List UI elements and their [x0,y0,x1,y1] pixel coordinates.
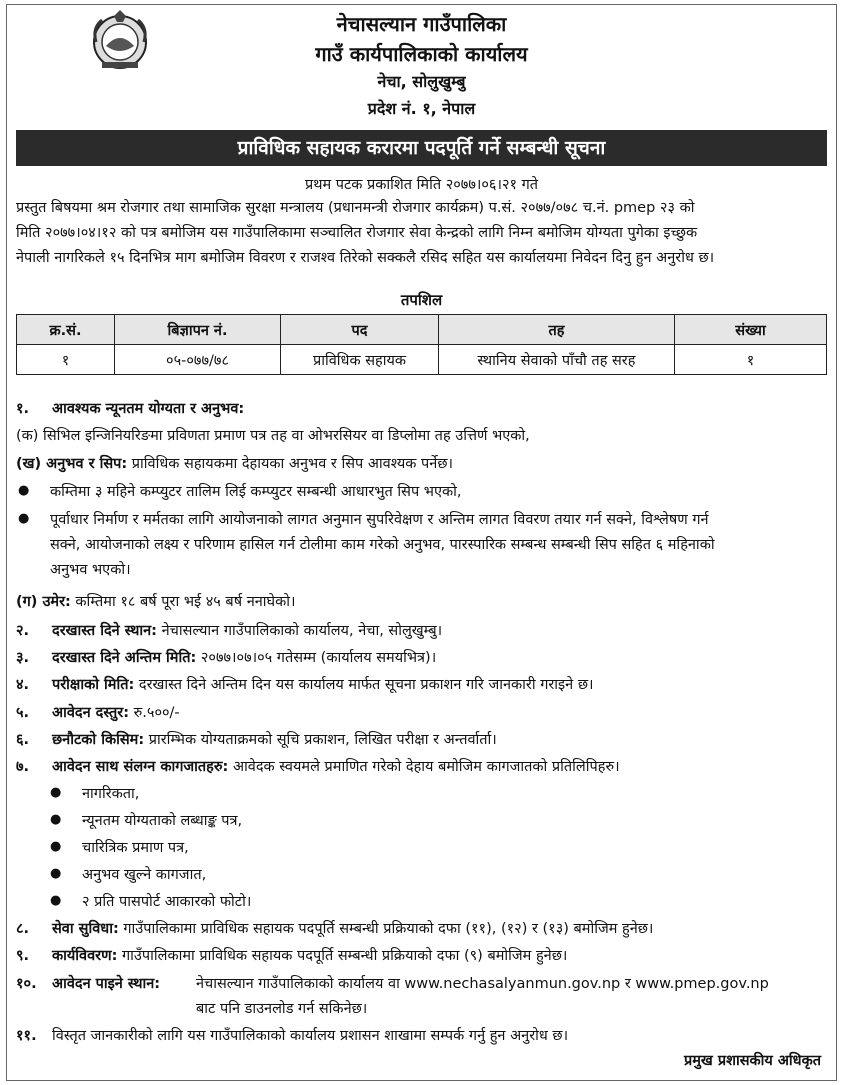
experience-kha [16,453,453,473]
bullet-icon: ● [50,839,62,854]
section-3-text: २०७७।०७।०५ गतेसम्म (कार्यालय समयभित्र)। [196,650,437,666]
section-9-label: कार्यविवरण: [52,948,118,964]
section-5-label: आवेदन दस्तुर: [52,705,130,721]
office-subtitle: गाउँ कार्यपालिकाको कार्यालय [315,42,528,66]
document-item: चारित्रिक प्रमाण पत्र, [82,840,189,856]
section-6-number: ६. [16,732,30,748]
section-8-number: ८. [16,921,30,937]
section-8 [52,918,653,938]
bullet-icon: ● [18,511,30,526]
age-ga-text: कम्तिमा १८ बर्ष पूरा भई ४५ बर्ष ननाघेको। [70,594,296,610]
experience-bullet-1: कम्तिमा ३ महिने कम्प्युटर तालिम लिई कम्प्युटर सम्बन्धी आधारभुत सिप भएको, [50,484,462,500]
section-5 [52,702,180,722]
section-1-number: १. [16,401,30,417]
section-5-number: ५. [16,705,30,721]
section-7-label: आवेदन साथ संलग्न कागजातहरु: [52,759,229,775]
section-7 [52,756,620,776]
experience-bullet-2-line: अनुभव भएको। [50,562,131,578]
intro-line: प्रस्तुत बिषयमा श्रम रोजगार तथा सामाजिक सुरक्षा मन्त्रालय (प्रधानमन्त्री रोजगार कार्यक्रम) प.सं. २०७७/०७८ च.नं. pmep २३ को [16,200,695,216]
experience-bullet-2-line: पूर्वाधार निर्माण र मर्मतका लागि आयोजनाको लागत अनुमान सुपरिवेक्षण र अन्तिम लागत विवरण तयार गर्न सक्ने, विश्लेषण गर्न [50,512,709,528]
section-9-text: गाउँपालिकामा प्राविधिक सहायक पदपूर्ति सम्बन्धी प्रक्रियाको दफा (९) बमोजिम हुनेछ। [117,948,568,964]
section-1-heading: आवश्यक न्यूनतम योग्यता र अनुभव: [52,401,245,417]
section-8-text: गाउँपालिकामा प्राविधिक सहायक पदपूर्ति सम्बन्धी प्रक्रियाको दफा (११), (१२) र (१३) बमोजिम हुनेछ। [118,921,654,937]
office-name: नेचासल्यान गाउँपालिका [336,12,507,36]
section-10-label: आवेदन पाइने स्थान: [52,976,161,992]
col-header-sn: क्र.सं. [17,315,115,345]
experience-bullet-2-line: सक्ने, आयोजनाको लक्ष्य र परिणाम हासिल गर्न टोलीमा काम गरेको अनुभव, पारस्पारिक सम्बन्ध सम्बन्धी सिप सहित ६ महिनाको [50,537,715,553]
section-7-number: ७. [16,759,30,775]
col-header-ad-no: बिज्ञापन नं. [115,315,281,345]
section-11-text: विस्तृत जानकारीको लागि यस गाउँपालिकाको कार्यालय प्रशासन शाखामा सम्पर्क गर्नु हुन अनुरोध छ। [52,1028,569,1044]
col-header-count: संख्या [675,315,827,345]
section-10-number: १०. [16,976,37,992]
cell-sn: १ [17,345,115,375]
cell-ad-no: ०५-०७७/७८ [115,345,281,375]
experience-kha-text: प्राविधिक सहायकमा देहायका अनुभव र सिप आवश्यक पर्नेछ। [127,456,453,472]
notice-title: प्राविधिक सहायक करारमा पदपूर्ति गर्ने सम्बन्धी सूचना [16,130,827,166]
section-2 [52,620,442,640]
intro-line: नेपाली नागरिकले १५ दिनभित्र माग बमोजिम विवरण र राजश्व तिरेको सक्कलै रसिद सहित यस कार्यालयमा निवेदन दिनु हुन अनुरोध छ। [16,250,715,266]
section-6-label: छनौटको किसिम: [52,732,145,748]
bullet-icon: ● [18,483,30,498]
section-3-number: ३. [16,650,30,666]
section-4 [52,674,593,694]
signature-title: प्रमुख प्रशासकीय अधिकृत [684,1053,821,1069]
bullet-icon: ● [50,785,62,800]
col-header-post: पद [281,315,439,345]
section-6 [52,729,497,749]
cell-count: १ [675,345,827,375]
section-6-text: प्रारम्भिक योग्यताक्रमको सूचि प्रकाशन, लिखित परीक्षा र अन्तर्वार्ता। [144,732,497,748]
section-2-label: दरखास्त दिने स्थान: [52,623,157,639]
table-title: तपशिल [400,291,443,309]
intro-line: मिति २०७७।०४।१२ को पत्र बमोजिम यस गाउँपालिकामा सञ्चालित रोजगार सेवा केन्द्रको लागि निम्न बमोजिम योग्यता पुगेका इच्छुक [16,225,698,241]
section-10-text-1: नेचासल्यान गाउँपालिकाको कार्यालय वा www.nechasalyanmun.gov.np र www.pmep.gov.np [196,976,769,992]
bullet-icon: ● [50,812,62,827]
section-3-label: दरखास्त दिने अन्तिम मिति: [52,650,197,666]
office-province: प्रदेश नं. १, नेपाल [367,99,476,118]
cell-post: प्राविधिक सहायक [281,345,439,375]
section-2-number: २. [16,623,30,639]
section-9-number: ९. [16,948,30,964]
section-5-text: रु.५००/- [129,705,180,721]
cell-level: स्थानिय सेवाको पाँचौ तह सरह [439,345,675,375]
section-2-text: नेचासल्यान गाउँपालिकाको कार्यालय, नेचा, सोलुखुम्बु। [156,623,443,639]
vacancy-table [16,314,827,375]
section-11-number: ११. [16,1028,37,1044]
experience-kha-label: (ख) अनुभव र सिप: [16,456,128,472]
bullet-icon: ● [50,893,62,908]
section-4-text: दरखास्त दिने अन्तिम दिन यस कार्यालय मार्फत सूचना प्रकाशन गरि जानकारी गराइने छ। [134,677,594,693]
bullet-icon: ● [50,866,62,881]
table-row [17,345,827,375]
section-3 [52,647,436,667]
age-ga [16,591,296,611]
intro-paragraph [16,196,827,271]
document-item: २ प्रति पासपोर्ट आकारको फोटो। [82,894,252,910]
section-10-text-2: बाट पनि डाउनलोड गर्न सकिनेछ। [196,1001,368,1017]
section-9 [52,945,567,965]
section-4-label: परीक्षाको मिति: [52,677,135,693]
experience-bullet-2 [50,508,826,583]
section-8-label: सेवा सुविधा: [52,921,119,937]
col-header-level: तह [439,315,675,345]
document-item: न्यूनतम योग्यताको लब्धाङ्क पत्र, [82,813,243,829]
section-7-text: आवेदक स्वयमले प्रमाणित गरेको देहाय बमोजिम कागजातको प्रतिलिपिहरु। [228,759,620,775]
age-ga-label: (ग) उमेर: [16,594,71,610]
office-location: नेचा, सोलुखुम्बु [377,72,466,91]
publish-date: प्रथम पटक प्रकाशित मिति २०७७।०६।२१ गते [304,177,539,193]
document-item: नागरिकता, [82,786,140,802]
document-item: अनुभव खुल्ने कागजात, [82,867,207,883]
section-4-number: ४. [16,677,30,693]
qualification-ka: (क) सिभिल इन्जिनियरिङमा प्रविणता प्रमाण पत्र तह वा ओभरसियर वा डिप्लोमा तह उत्तिर्ण भएको, [16,428,530,444]
table-header-row [17,315,827,345]
